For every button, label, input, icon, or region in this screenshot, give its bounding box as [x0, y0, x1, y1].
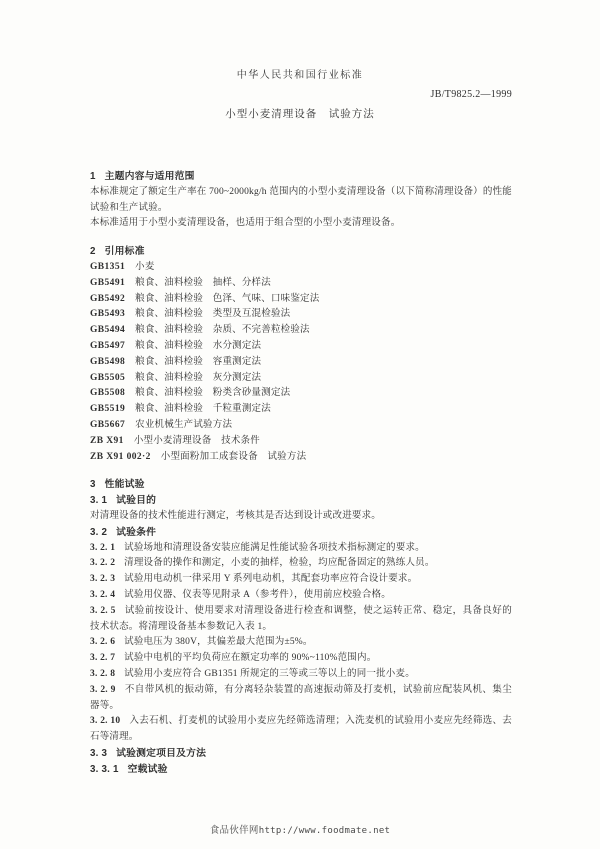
standard-code: GB5497: [90, 340, 126, 351]
block-text: 小麦: [135, 261, 155, 272]
clause: [90, 667, 512, 683]
block-text: 本标准适用于小型小麦清理设备，也适用于组合型的小型小麦清理设备。: [90, 218, 401, 229]
block-text: 农业机械生产试验方法: [135, 419, 233, 430]
clause: [90, 714, 512, 746]
reference-item: [90, 323, 512, 339]
clause-number: 3. 2. 4: [90, 589, 116, 600]
clause-number: 3. 2: [90, 526, 108, 538]
document-body: [90, 169, 512, 777]
standard-category: 中华人民共和国行业标准: [236, 70, 364, 81]
clause: [90, 635, 512, 651]
block-text: 本标准规定了额定生产率在 700~2000kg/h 范围内的小型小麦清理设备（以下简称清理设备）的性能试验和生产试验。: [90, 186, 512, 213]
standard-code: ZB X91 002·2: [90, 451, 151, 462]
paragraph: [90, 185, 512, 217]
reference-item: [90, 292, 512, 308]
reference-item: [90, 307, 512, 323]
clause-number: 1: [90, 171, 96, 182]
subsection-heading: [90, 493, 512, 509]
standard-code: GB5498: [90, 356, 126, 367]
block-text: 入去石机、打麦机的试验用小麦应先经筛选清理；入洗麦机的试验用小麦应先经筛选、去石等清理。: [90, 716, 512, 743]
clause: [90, 651, 512, 667]
block-text: 粮食、油料检验 灰分测定法: [135, 372, 262, 383]
clause-number: 2: [90, 246, 96, 258]
reference-item: [90, 434, 512, 450]
section-heading: [90, 477, 512, 493]
block-text: 试验条件: [116, 526, 157, 538]
clause-number: 3: [90, 479, 96, 491]
subsection-heading: [90, 762, 512, 778]
section-heading: [90, 169, 512, 185]
clause-number: 3. 2. 6: [90, 637, 116, 648]
footer-url: http://www.foodmate.net: [258, 826, 391, 836]
block-text: 试验目的: [116, 495, 157, 507]
clause: [90, 541, 512, 557]
block-text: 粮食、油料检验 水分测定法: [135, 340, 262, 351]
standard-code: GB5505: [90, 372, 126, 383]
standard-code: GB1351: [90, 261, 126, 272]
block-text: 清理设备的操作和测定，小麦的抽样，检验，均应配备固定的熟练人员。: [124, 558, 435, 569]
clause: [90, 572, 512, 588]
block-text: 粮食、油料检验 杂质、不完善粒检验法: [135, 325, 310, 336]
reference-item: [90, 355, 512, 371]
reference-item: [90, 402, 512, 418]
clause-number: 3. 2. 1: [90, 542, 116, 553]
block-text: 试验前按设计、使用要求对清理设备进行检查和调整，使之运转正常、稳定，具备良好的技术状态。将清理设备基本参数记入表 1。: [90, 605, 512, 632]
block-text: 粮食、油料检验 容重测定法: [135, 356, 262, 367]
block-text: 粮食、油料检验 千粒重测定法: [135, 404, 271, 415]
block-text: 粮食、油料检验 色泽、气味、口味鉴定法: [135, 293, 320, 304]
block-text: 不自带风机的振动筛，有分离轻杂装置的高速振动筛及打麦机，试验前应配装风机、集尘器等。: [90, 684, 512, 711]
reference-item: [90, 339, 512, 355]
reference-item: [90, 450, 512, 466]
clause: [90, 604, 512, 636]
document-header: [0, 0, 600, 121]
reference-item: [90, 418, 512, 434]
clause-number: 3. 2. 7: [90, 653, 116, 664]
standard-code: GB5519: [90, 404, 126, 415]
reference-item: [90, 276, 512, 292]
paragraph: [90, 509, 512, 525]
section-heading: [90, 244, 512, 260]
standard-code: GB5491: [90, 277, 126, 288]
document-footer: [0, 822, 600, 836]
block-text: 小型小麦清理设备 技术条件: [133, 435, 260, 446]
clause-number: 3. 3. 1: [90, 763, 119, 775]
subsection-heading: [90, 746, 512, 762]
reference-item: [90, 386, 512, 402]
standard-code: GB5493: [90, 309, 126, 320]
block-text: 性能试验: [104, 479, 145, 491]
clause: [90, 588, 512, 604]
block-text: 试验用小麦应符合 GB1351 所规定的三等或三等以上的同一批小麦。: [124, 668, 415, 679]
block-text: 粮食、油料检验 类型及互混检验法: [135, 309, 291, 320]
block-text: 主题内容与适用范围: [104, 171, 195, 182]
standard-code: GB5508: [90, 388, 126, 399]
block-text: 试验测定项目及方法: [116, 747, 207, 759]
standard-number: JB/T9825.2—1999: [430, 89, 512, 100]
clause-number: 3. 2. 2: [90, 558, 116, 569]
block-text: 空载试验: [127, 763, 168, 775]
clause-number: 3. 2. 3: [90, 574, 116, 585]
block-text: 对清理设备的技术性能进行测定，考核其是否达到设计或改进要求。: [90, 510, 382, 521]
block-text: 试验中电机的平均负荷应在额定功率的 90%~110%范围内。: [124, 653, 377, 664]
document-title: 小型小麦清理设备 试验方法: [225, 109, 375, 120]
block-text: 试验场地和清理设备安装应能满足性能试验各项技术指标测定的要求。: [124, 542, 425, 553]
clause: [90, 556, 512, 572]
block-text: 粮食、油料检验 粉类含砂量测定法: [135, 388, 291, 399]
clause-number: 3. 2. 8: [90, 668, 116, 679]
clause-number: 3. 2. 5: [90, 605, 116, 616]
block-text: 试验电压为 380V，其偏差最大范围为±5%。: [124, 637, 313, 648]
block-text: 引用标准: [104, 246, 145, 258]
clause-number: 3. 1: [90, 495, 108, 507]
footer-site-name: 食品伙伴网: [209, 826, 259, 836]
block-text: 试验用电动机一律采用 Y 系列电动机，其配套功率应符合设计要求。: [124, 574, 418, 585]
standard-code: GB5667: [90, 419, 126, 430]
block-text: 小型面粉加工成套设备 试验方法: [160, 451, 307, 462]
block-text: 粮食、油料检验 抽样、分样法: [135, 277, 271, 288]
clause-number: 3. 2. 10: [90, 716, 121, 727]
standard-code: GB5492: [90, 293, 126, 304]
standard-code: ZB X91: [90, 435, 124, 446]
subsection-heading: [90, 525, 512, 541]
clause-number: 3. 3: [90, 747, 108, 759]
block-text: 试验用仪器、仪表等见附录 A（参考件），使用前应校验合格。: [124, 589, 391, 600]
reference-item: [90, 260, 512, 276]
reference-item: [90, 371, 512, 387]
standard-code: GB5494: [90, 325, 126, 336]
clause-number: 3. 2. 9: [90, 684, 116, 695]
clause: [90, 683, 512, 715]
paragraph: [90, 216, 512, 232]
